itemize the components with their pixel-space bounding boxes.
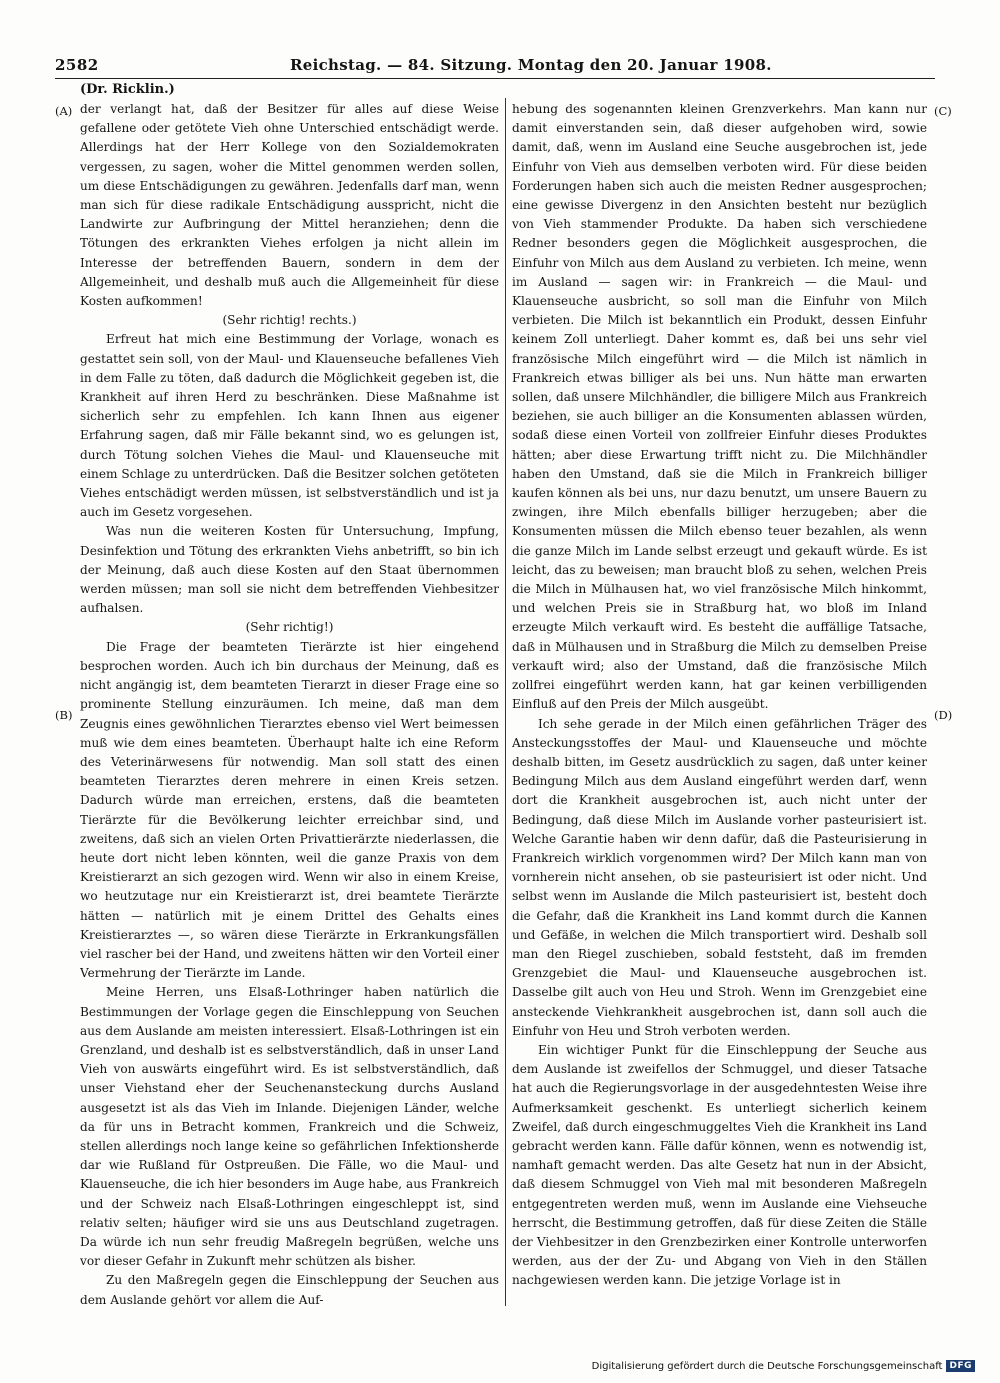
left-text-column: [80, 100, 499, 1325]
speaker-name: (Dr. Ricklin.): [80, 82, 175, 97]
dfg-logo: DFG: [946, 1360, 975, 1372]
margin-mark-d: (D): [934, 708, 953, 722]
left-column-paragraph: Die Frage der beamteten Tierärzte ist hier eingehend besprochen worden. Auch ich bin durchaus der Meinung, daß es nicht angängig ist, dem beamteten Tierarzt in dieser Frage eine so prominente Stellung einzuräumen. Ich meine, daß man dem Zeugnis eines gewöhnlichen Tierarztes ebenso viel Wert beimessen muß wie dem eines beamteten. Überhaupt halte ich eine Reform des Veterinärwesens für notwendig. Man soll statt des einen beamteten Tierarztes deren mehrere in einen Kreis setzen. Dadurch würde man erreichen, erstens, daß die beamteten Tierärzte für die Bevölkerung leichter erreichbar sind, und zweitens, daß sich an vielen Orten Privattierärzte niederlassen, die heute dort nicht leben könnten, weil die ganze Praxis von dem Kreistierarzt an sich gezogen wird. Wenn wir also in einem Kreise, wo heutzutage nur ein Kreistierarzt ist, drei beamtete Tierärzte hätten — natürlich mit je einem Drittel des Gehalts eines Kreistierarztes —, so wären diese Tierärzte in Erkrankungsfällen viel rascher bei der Hand, und zweitens hätten wir den Vorteil einer Vermehrung der Tierärzte im Lande.: [80, 639, 499, 981]
running-title: Reichstag. — 84. Sitzung. Montag den 20. Januar 1908.: [290, 56, 772, 74]
margin-mark-b: (B): [55, 708, 73, 722]
page-header: [55, 56, 935, 78]
left-column-paragraph: Meine Herren, uns Elsaß-Lothringer haben natürlich die Bestimmungen der Vorlage gegen die Einschleppung von Seuchen aus dem Auslande am meisten interessiert. Elsaß-Lothringen ist ein Grenzland, und deshalb ist es selbstverständlich, daß in unser Land Vieh von auswärts eingeführt wird. Es ist selbstverständlich, daß unser Viehstand eher der Seuchenansteckung durchs Ausland ausgesetzt ist als das Vieh im Inlande. Diejenigen Länder, welche da für uns in Betracht kommen, Frankreich und die Schweiz, stellen allerdings noch lange keine so gefährlichen Infektionsherde dar wie Rußland für Ostpreußen. Die Fälle, wo die Maul- und Klauenseuche, die ich hier besonders im Auge habe, aus Frankreich und der Schweiz nach Elsaß-Lothringen eingeschleppt ist, sind relativ selten; häufiger wird sie uns aus Deutschland zugetragen. Da würde ich nun sehr freudig Maßregeln begrüßen, welche uns vor dieser Gefahr in Zukunft mehr schützen als bisher.: [80, 985, 499, 1269]
right-column-paragraph: hebung des sogenannten kleinen Grenzverkehrs. Man kann nur damit einverstanden sein, daß dieser aufgehoben wird, sowie damit, daß, wenn im Ausland eine Seuche ausgebrochen ist, jede Einfuhr von Vieh aus demselben verboten wird. Für diese beiden Forderungen haben sich auch die meisten Redner ausgesprochen; eine gewisse Divergenz in den Ansichten besteht nur bezüglich von Vieh stammender Produkte. Da haben sich verschiedene Redner besonders gegen die Möglichkeit ausgesprochen, die Einfuhr von Milch aus dem Ausland zu verbieten. Ich meine, wenn im Ausland — sagen wir: in Frankreich — die Maul- und Klauenseuche ausbricht, so soll man die Einfuhr von Milch verbieten. Die Milch ist bekanntlich ein Produkt, dessen Einfuhr keinem Zoll unterliegt. Daher kommt es, daß bei uns sehr viel französische Milch eingeführt wird — die Milch ist nämlich in Frankreich etwas billiger als bei uns. Nun hätte man erwarten sollen, daß unsere Milchhändler, die billigere Milch aus Frankreich beziehen, sie auch billiger an die Konsumenten ablassen würden, sodaß diese einen Vorteil von zollfreier Einfuhr dieses Produktes hätten; aber diese Erwartung trifft nicht zu. Die Milchhändler haben den Umstand, daß sie die Milch in Frankreich billiger kaufen können als bei uns, nur dazu benutzt, um unsere Bauern zu zwingen, ihre Milch ebenfalls billiger herzugeben; aber die Konsumenten müssen die Milch ebenso teuer bezahlen, als wenn die ganze Milch im Lande selbst erzeugt und gekauft würde. Es ist leicht, das zu beweisen; man braucht bloß zu sehen, welchen Preis die Milch in Mülhausen hat, wo viel französische Milch hinkommt, und welchen Preis sie in Straßburg hat, wo bloß im Inland erzeugte Milch verkauft wird. Es besteht die auffällige Tatsache, daß in Mülhausen und in Straßburg die Milch zu demselben Preise verkauft wird; also der Umstand, daß die französische Milch zollfrei eingeführt werden kann, hat gar keinen verbilligenden Einfluß auf den Preis der Milch ausgeübt.: [512, 102, 927, 712]
column-divider: [505, 98, 506, 1306]
margin-mark-a: (A): [55, 104, 73, 118]
left-column-paragraph: der verlangt hat, daß der Besitzer für alles auf diese Weise gefallene oder getötete Vieh ohne Unterschied entschädigt werde. Allerdings hat der Herr Kollege von den Sozialdemokraten vergessen, zu sagen, woher die Mittel genommen werden sollen, um diese Entschädigungen zu gewähren. Jedenfalls darf man, wenn man sich für diese radikale Entschädigung ausspricht, nicht die Landwirte zur Aufbringung der Mittel heranziehen; denn die Tötungen des erkrankten Viehes erfolgen ja nicht allein im Interesse der betreffenden Bauern, sondern in dem der Allgemeinheit, und deshalb muß auch die Allgemeinheit für diese Kosten aufkommen!: [80, 102, 499, 309]
funding-credit: Digitalisierung gefördert durch die Deutsche Forschungsgemeinschaft: [591, 1360, 943, 1372]
left-column-interjection: (Sehr richtig! rechts.): [222, 313, 357, 328]
left-column-paragraph: Was nun die weiteren Kosten für Untersuchung, Impfung, Desinfektion und Tötung des erkrankten Viehs anbetrifft, so bin ich der Meinung, daß auch diese Kosten auf den Staat übernommen werden müssen; man soll sie nicht dem betreffenden Viehbesitzer aufhalsen.: [80, 524, 499, 616]
right-column-paragraph: Ein wichtiger Punkt für die Einschleppung der Seuche aus dem Auslande ist zweifellos der Schmuggel, und dieser Tatsache hat auch die Regierungsvorlage in der ausgedehntesten Weise ihre Aufmerksamkeit geschenkt. Es unterliegt sicherlich keinem Zweifel, daß durch eingeschmuggeltes Vieh die Krankheit ins Land gebracht werden kann. Fälle dafür können, wenn es notwendig ist, namhaft gemacht werden. Das alte Gesetz hat nun in der Absicht, daß diesem Schmuggel von Vieh mal mit besonderen Maßregeln entgegentreten werden muß, wenn im Auslande eine Viehseuche herrscht, die Bestimmung getroffen, daß für diese Zeiten die Ställe der Viehbesitzer in den Grenzbezirken einer Kontrolle unterworfen werden, aus der der Zu- und Abgang von Vieh in den Ställen nachgewiesen werden kann. Die jetzige Vorlage ist in: [512, 1042, 927, 1288]
page-number: 2582: [55, 56, 99, 74]
header-rule: [55, 78, 935, 79]
left-column-paragraph: Zu den Maßregeln gegen die Einschleppung der Seuchen aus dem Auslande gehört vor allem die Auf-: [80, 1273, 499, 1307]
right-text-column: [512, 100, 927, 1325]
margin-mark-c: (C): [934, 104, 952, 118]
left-column-interjection: (Sehr richtig!): [245, 620, 334, 635]
left-column-paragraph: Erfreut hat mich eine Bestimmung der Vorlage, wonach es gestattet sein soll, von der Maul- und Klauenseuche befallenes Vieh in dem Falle zu töten, daß dadurch die Möglichkeit gegeben ist, die Krankheit auf ihren Herd zu beschränken. Diese Maßnahme ist sicherlich sehr zu empfehlen. Ich kann Ihnen aus eigener Erfahrung sagen, daß mir Fälle bekannt sind, wo es gelungen ist, durch Tötung solchen Viehes die Maul- und Klauenseuche mit einem Schlage zu unterdrücken. Daß die Besitzer solchen getöteten Viehes entschädigt werden müssen, ist selbstverständlich und ist ja auch im Gesetz vorgesehen.: [80, 332, 499, 520]
page-footer: [592, 1360, 975, 1372]
right-column-paragraph: Ich sehe gerade in der Milch einen gefährlichen Träger des Ansteckungsstoffes der Maul- und Klauenseuche und möchte deshalb bitten, im Gesetz ausdrücklich zu sagen, daß unter keiner Bedingung Milch aus dem Ausland eingeführt werden darf, wenn dort die Krankheit ausgebrochen ist, auch nicht unter der Bedingung, daß diese Milch im Auslande vorher pasteurisiert ist. Welche Garantie haben wir denn dafür, daß die Pasteurisierung in Frankreich wirklich vorgenommen wird? Der Milch kann man von vornherein nicht ansehen, ob sie pasteurisiert ist oder nicht. Und selbst wenn im Auslande die Milch pasteurisiert ist, besteht doch die Gefahr, daß die Krankheit ins Land kommt durch die Kannen und Gefäße, in welchen die Milch transportiert wird. Deshalb soll man den Riegel zuschieben, sobald feststeht, daß im fremden Grenzgebiet die Maul- und Klauenseuche ausgebrochen ist. Dasselbe gilt auch von Heu und Stroh. Wenn im Grenzgebiet eine ansteckende Viehkrankheit ausgebrochen ist, dann soll auch die Einfuhr von Heu und Stroh verboten werden.: [512, 716, 927, 1038]
